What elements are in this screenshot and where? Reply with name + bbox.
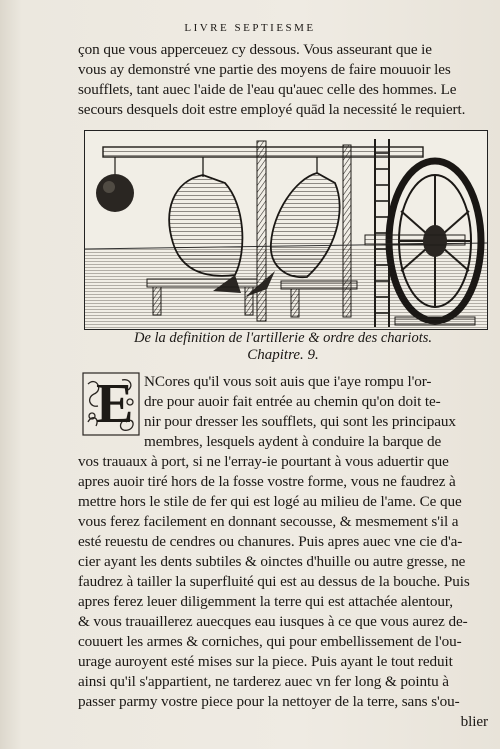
running-head: LIVRE SEPTIESME xyxy=(184,22,316,34)
text-line: apres ferez leuer diligemment la terre qui est attachée alentour, xyxy=(78,593,453,610)
text-line: couuert les armes & corniches, qui pour embellissement de l'ou- xyxy=(78,633,462,650)
text-line: faudrez à tailler la superfluité qui est au dessus de la bouche. Puis xyxy=(78,573,470,590)
text-line: nir pour dresser les soufflets, qui sont les principaux xyxy=(144,413,456,430)
initial-letter: E xyxy=(96,373,134,435)
text-line: çon que vous apperceuez cy dessous. Vous asseurant que ie xyxy=(78,41,432,58)
text-line: soufflets, tant auec l'aide de l'eau qu'auec celle des hommes. Le xyxy=(78,81,457,98)
text-line: esté reuestu de cendres ou chanures. Puis apres auec vne cie d'a- xyxy=(78,533,463,550)
text-line: cier ayant les dents subtiles & oinctes d'huille ou autre gresse, ne xyxy=(78,553,466,570)
text-line: mettre hors le stile de fer qui est logé au milieu de l'ame. Ce que xyxy=(78,493,462,510)
text-line: urage auroyent esté mises sur la piece. Puis ayant le tout reduit xyxy=(78,653,453,670)
text-line: dre pour auoir fait entrée au chemin qu'on doit te- xyxy=(144,393,441,410)
text-line: membres, lesquels aydent à conduire la barque de xyxy=(144,433,442,450)
decorated-initial xyxy=(82,372,140,436)
chapter-number: Chapitre. 9. xyxy=(247,347,319,363)
text-line: passer parmy vostre piece pour la nettoyer de la terre, sans s'ou- xyxy=(78,693,460,710)
woodcut-illustration xyxy=(84,130,488,330)
text-line: secours desquels doit estre employé quād la necessité le requiert. xyxy=(78,101,466,118)
bellows-machine-engraving xyxy=(85,131,487,329)
text-line: vous ay demonstré vne partie des moyens de faire mouuoir les xyxy=(78,61,451,78)
text-line: vos trauaux à port, si ne l'erray-ie pourtant à vous aduertir que xyxy=(78,453,449,470)
text-line: apres auoir tiré hors de la fosse vostre forme, vous ne faudrez à xyxy=(78,473,456,490)
text-line: vous ferez facilement en donnant secousse, & mesmement s'il a xyxy=(78,513,459,530)
caption-title: De la definition de l'artillerie & ordre des chariots. xyxy=(133,330,433,346)
text-line: NCores qu'il vous soit auis que i'aye rompu l'or- xyxy=(144,373,432,390)
catchword: blier xyxy=(460,713,488,730)
text-line: & vous trauaillerez auecques eau iusques à ce que vous aurez de- xyxy=(78,613,468,630)
text-line: ainsi qu'il s'appartient, ne tarderez auec vn fer long & pointu à xyxy=(78,673,449,690)
